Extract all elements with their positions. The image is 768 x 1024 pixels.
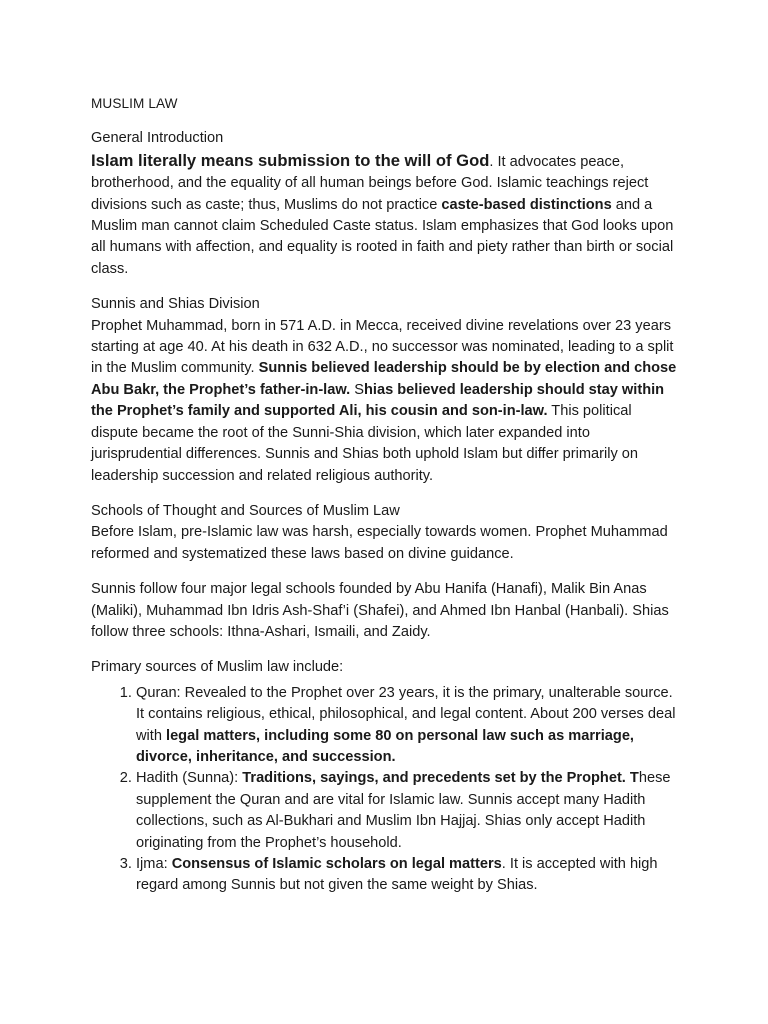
lead-sentence: Islam literally means submission to the will of God [91,150,490,170]
list-item-hadith: 2. Hadith (Sunna): Traditions, sayings, and precedents set by the Prophet. These supplement the Quran and are vital for Islamic law. Sunnis accept many Hadith collections, such as Al-Bukhari and Muslim Ibn Hajjaj. Shias only accept Hadith originating from the Prophet’s household. [136,768,678,854]
paragraph-pre-islamic-law: Before Islam, pre-Islamic law was harsh, especially towards women. Prophet Muhammad reformed and systematized these laws based on divine guidance. [91,524,668,562]
heading-sunnis-shias-division: Sunnis and Shias Division [91,296,260,313]
heading-general-introduction: General Introduction [91,130,224,147]
paragraph-legal-schools: Sunnis follow four major legal schools founded by Abu Hanifa (Hanafi), Malik Bin Anas (Maliki), Muhammad Ibn Idris Ash-Shaf’i (Shafei), and Ahmed Ibn Hanbal (Hanbali). Shias follow three schools: Ithna-Ashari, Ismaili, and Zaidy. [91,581,669,640]
list-item-quran: 1. Quran: Revealed to the Prophet over 23 years, it is the primary, unalterable source. It contains religious, ethical, philosophical, and legal content. About 200 verses deal with legal matters, including some 80 on personal law such as marriage, divorce, inheritance, and succession. [136,683,678,769]
heading-schools-of-thought: Schools of Thought and Sources of Muslim Law [91,502,400,519]
sources-list [91,683,678,897]
paragraph-introduction: Islam literally means submission to the will of God. It advocates peace, brotherhood, and the equality of all human beings before God. Islamic teachings reject divisions such as caste; thus, Muslims do not practice caste-based distinctions and a Muslim man cannot claim Scheduled Caste status. Islam emphasizes that God looks upon all humans with affection, and equality is rooted in faith and piety rather than birth or social class. [91,150,674,277]
list-item-ijma: 3. Ijma: Consensus of Islamic scholars on legal matters. It is accepted with high regard among Sunnis but not given the same weight by Shias. [136,854,678,897]
paragraph-primary-sources-intro: Primary sources of Muslim law include: [91,659,344,676]
paragraph-division: Prophet Muhammad, born in 571 A.D. in Mecca, received divine revelations over 23 years starting at age 40. At his death in 632 A.D., no successor was nominated, leading to a split in the Muslim community. Sunnis believed leadership should be by election and chose Abu Bakr, the Prophet’s father-in-law. Shias believed leadership should stay within the Prophet’s family and supported Ali, his cousin and son-in-law. This political dispute became the root of the Sunni-Shia division, which later expanded into jurisprudential differences. Sunnis and Shias both uphold Islam but differ primarily on leadership succession and related religious authority. [91,317,677,484]
document-title: MUSLIM LAW [91,96,178,111]
